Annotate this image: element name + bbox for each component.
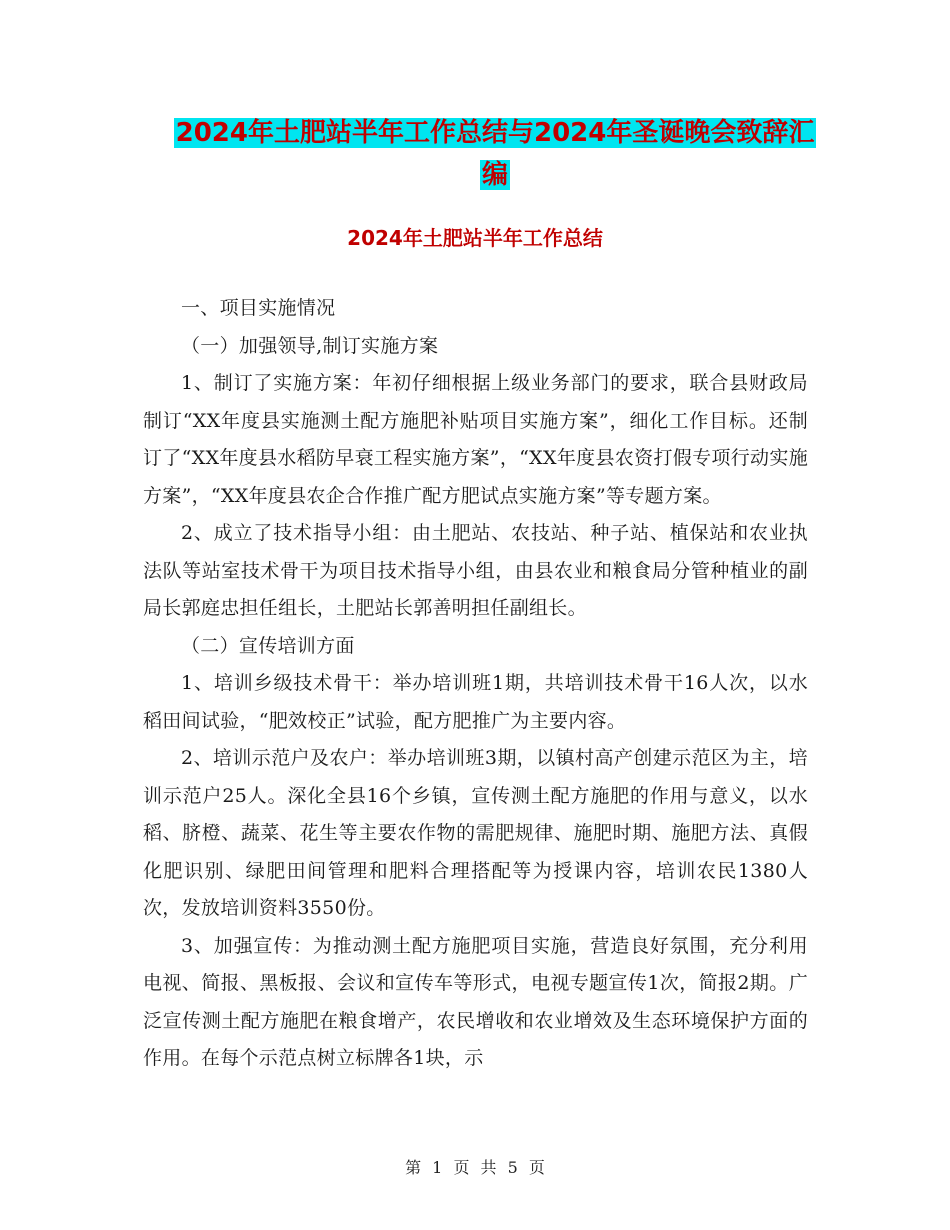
paragraph: 2、培训示范户及农户：举办培训班3期，以镇村高产创建示范区为主，培训示范户25人。深化全县16个乡镇，宣传测土配方施肥的作用与意义，以水稻、脐橙、蔬菜、花生等主要农作物的需肥规律、施肥时期、施肥方法、真假化肥识别、绿肥田间管理和肥料合理搭配等为授课内容，培训农民1380人次，发放培训资料3550份。	[143, 747, 808, 919]
paragraph-subheading: （一）加强领导,制订实施方案	[181, 334, 439, 357]
document-title-line2: 编	[481, 160, 508, 190]
paragraph-subheading: （二）宣传培训方面	[181, 634, 355, 657]
page-footer: 第 1 页 共 5 页	[405, 1158, 545, 1177]
paragraph: 3、加强宣传：为推动测土配方施肥项目实施，营造良好氛围，充分利用电视、简报、黑板报、会议和宣传车等形式，电视专题宣传1次，简报2期。广泛宣传测土配方施肥在粮食增产，农民增收和农业增效及生态环境保护方面的作用。在每个示范点树立标牌各1块，示	[143, 934, 808, 1069]
paragraph-heading: 一、项目实施情况	[181, 297, 336, 319]
document-body	[143, 290, 808, 1078]
document-title	[140, 112, 850, 196]
paragraph: 1、制订了实施方案：年初仔细根据上级业务部门的要求，联合县财政局制订“XX年度县实施测土配方施肥补贴项目实施方案”，细化工作目标。还制订了“XX年度县水稻防早衰工程实施方案”，“XX年度县农资打假专项行动实施方案”，“XX年度县农企合作推广配方肥试点实施方案”等专题方案。	[143, 372, 808, 507]
paragraph: 1、培训乡级技术骨干：举办培训班1期，共培训技术骨干16人次，以水稻田间试验，“肥效校正”试验，配方肥推广为主要内容。	[143, 672, 808, 732]
document-title-line1: 2024年土肥站半年工作总结与2024年圣诞晚会致辞汇	[175, 118, 815, 148]
paragraph: 2、成立了技术指导小组：由土肥站、农技站、种子站、植保站和农业执法队等站室技术骨干为项目技术指导小组，由县农业和粮食局分管种植业的副局长郭庭忠担任组长，土肥站长郭善明担任副组长。	[143, 522, 808, 619]
section-title: 2024年土肥站半年工作总结	[347, 226, 603, 250]
